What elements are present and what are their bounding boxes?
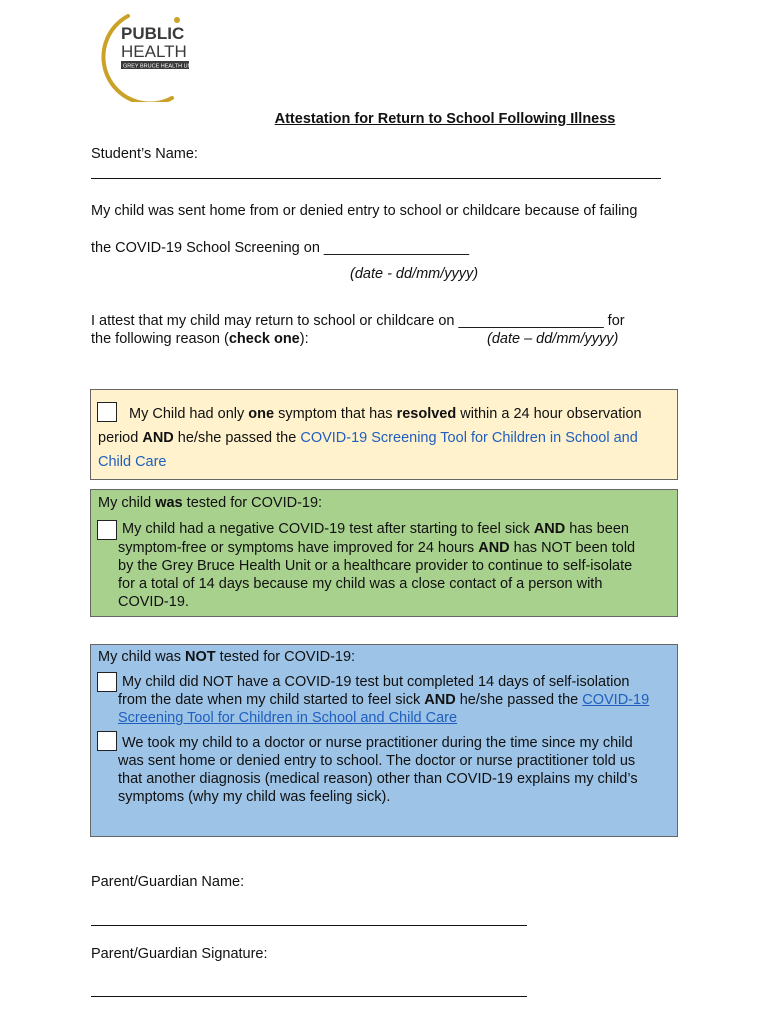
option-one-checkbox[interactable]: [97, 402, 117, 422]
logo-line-public: PUBLIC: [121, 24, 185, 43]
tested-line-4: for a total of 14 days because my child was a close contact of a person with: [118, 576, 603, 592]
tested-negative-checkbox[interactable]: [97, 520, 117, 540]
option-one-symptom-box: [90, 389, 678, 480]
not-tested-b-line-2: was sent home or denied entry to school. The doctor or nurse practitioner told us: [118, 753, 636, 769]
sent-home-line-2: the COVID-19 School Screening on __________________: [91, 240, 470, 256]
student-name-field[interactable]: [91, 178, 661, 179]
option-one-line-2: period AND he/she passed the COVID-19 Screening Tool for Children in School and: [98, 430, 638, 446]
sent-home-line-1: My child was sent home from or denied entry to school or childcare because of failing: [91, 203, 638, 219]
guardian-signature-field[interactable]: [91, 996, 527, 997]
reason-line: [91, 331, 309, 347]
tested-line-5: COVID-19.: [118, 594, 189, 610]
public-health-logo: [100, 12, 200, 102]
tested-line-1: My child had a negative COVID-19 test after starting to feel sick AND has been: [122, 521, 629, 537]
document-title: Attestation for Return to School Following Illness: [274, 111, 616, 127]
not-tested-b-line-3: that another diagnosis (medical reason) other than COVID-19 explains my child’s: [118, 771, 638, 787]
self-isolation-checkbox[interactable]: [97, 672, 117, 692]
guardian-name-label: Parent/Guardian Name:: [91, 874, 245, 890]
doctor-diagnosis-checkbox[interactable]: [97, 731, 117, 751]
guardian-name-field[interactable]: [91, 925, 527, 926]
reason-prefix: the following reason (: [91, 331, 229, 347]
guardian-signature-label: Parent/Guardian Signature:: [91, 946, 268, 962]
not-tested-a-line-1: My child did NOT have a COVID-19 test but completed 14 days of self-isolation: [122, 674, 630, 690]
tested-box: [90, 489, 678, 617]
logo-line-unit: GREY BRUCE HEALTH UNIT: [123, 63, 197, 70]
screening-tool-link[interactable]: COVID-19 Screening Tool for Children in School and: [300, 430, 638, 446]
tested-heading: My child was tested for COVID-19:: [98, 495, 323, 511]
date-hint-1: (date - dd/mm/yyyy): [350, 266, 479, 282]
logo-line-health: HEALTH: [121, 42, 187, 61]
not-tested-b-line-4: symptoms (why my child was feeling sick).: [118, 789, 391, 805]
screening-tool-link-2-cont[interactable]: Screening Tool for Children in School and Child Care: [118, 710, 458, 726]
reason-check-one: check one: [228, 331, 300, 347]
tested-line-2: symptom-free or symptoms have improved for 24 hours AND has NOT been told: [118, 540, 636, 556]
screening-tool-link-cont[interactable]: Child Care: [98, 454, 167, 470]
not-tested-a-line-2: from the date when my child started to feel sick AND he/she passed the COVID-19: [118, 692, 650, 708]
attest-line: I attest that my child may return to school or childcare on __________________ for: [91, 313, 625, 329]
screening-tool-link-2[interactable]: COVID-19: [582, 692, 650, 708]
reason-suffix: ):: [299, 331, 309, 347]
option-one-line-1: My Child had only one symptom that has resolved within a 24 hour observation: [129, 406, 642, 422]
tested-line-3: by the Grey Bruce Health Unit or a healthcare provider to continue to self-isolate: [118, 558, 633, 574]
not-tested-box: [90, 644, 678, 837]
not-tested-heading: My child was NOT tested for COVID-19:: [98, 649, 356, 665]
not-tested-b-line-1: We took my child to a doctor or nurse practitioner during the time since my child: [122, 735, 633, 751]
date-hint-2: (date – dd/mm/yyyy): [487, 331, 619, 347]
student-name-label: Student’s Name:: [91, 146, 198, 162]
